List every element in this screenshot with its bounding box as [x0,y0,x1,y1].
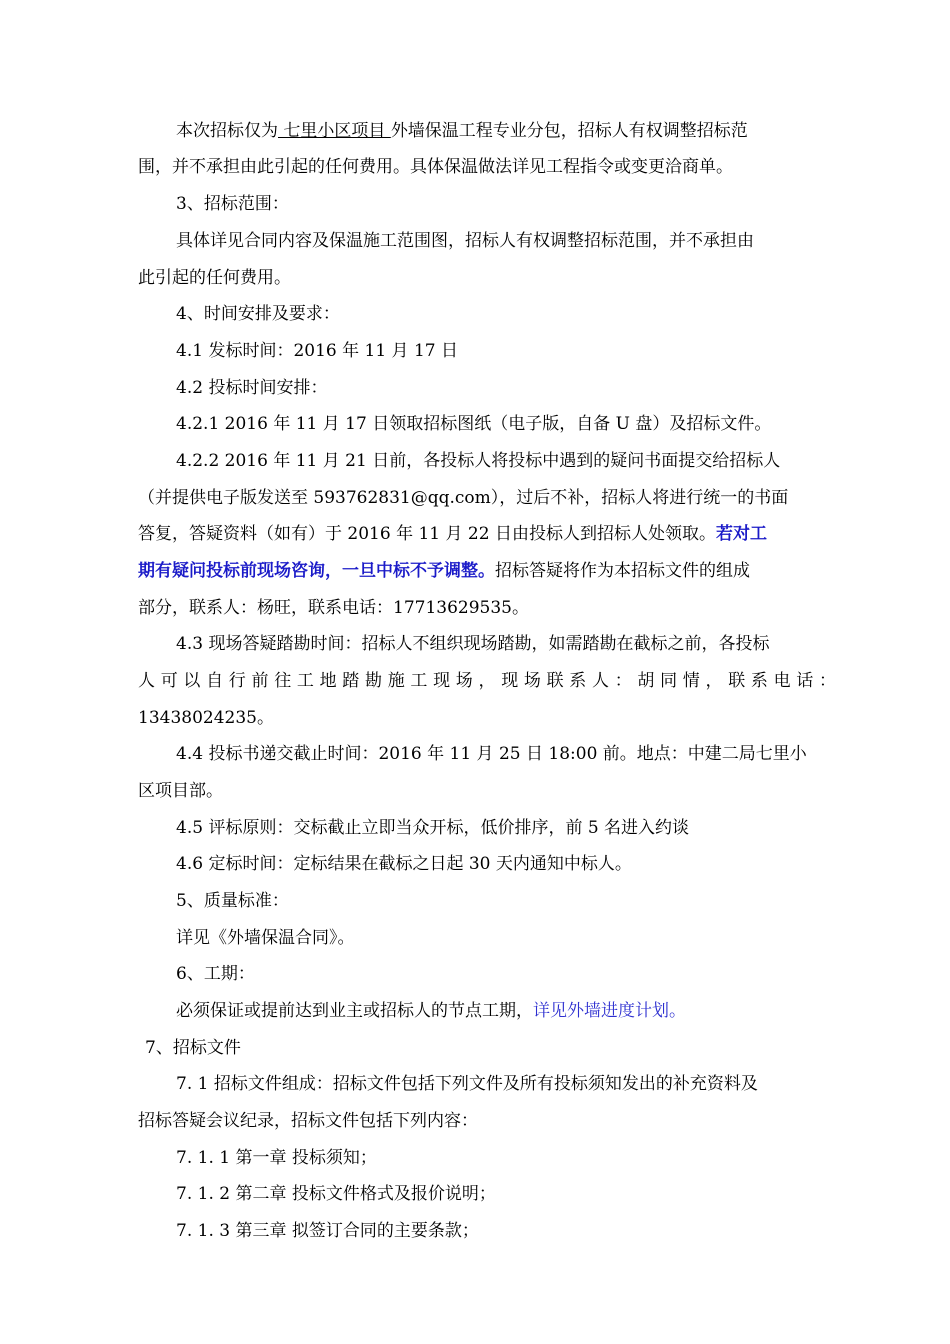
item-4-5: 4.5 评标原则：交标截止立即当众开标，低价排序，前 5 名进入约谈 [176,818,690,838]
item-4-3-line3: 13438024235。 [138,708,274,728]
section3-line1: 具体详见合同内容及保温施工范围图，招标人有权调整招标范围，并不承担由 [176,231,754,251]
item-4-2-2-line3-text: 答复，答疑资料（如有）于 2016 年 11 月 22 日由投标人到招标人处领取。 [138,524,716,544]
section7-heading: 7、招标文件 [145,1038,241,1058]
scope-intro-line2: 围，并不承担由此引起的任何费用。具体保温做法详见工程指令或变更洽商单。 [138,157,733,177]
section4-heading: 4、时间安排及要求： [176,304,340,324]
item-4-2-1: 4.2.1 2016 年 11 月 17 日领取招标图纸（电子版，自备 U 盘）及招标文件。 [176,414,772,434]
item-7-1-3: 7. 1. 3 第三章 拟签订合同的主要条款； [176,1221,479,1241]
item-7-1-line2: 招标答疑会议纪录，招标文件包括下列内容： [138,1111,478,1131]
item-4-2-2-line3 [138,522,767,546]
section3-heading: 3、招标范围： [176,194,289,214]
progress-plan-reference: 详见外墙进度计划。 [533,1001,686,1021]
scope-intro-line1 [176,119,748,143]
schedule-notice-part1: 若对工 [715,524,767,544]
item-7-1-line1: 7. 1 招标文件组成：招标文件包括下列文件及所有投标须知发出的补充资料及 [176,1074,758,1094]
item-4-2-2-line1: 4.2.2 2016 年 11 月 21 日前，各投标人将投标中遇到的疑问书面提交给招标人 [176,451,781,471]
project-name: 七里小区项目 [278,121,391,141]
section6-text [176,999,686,1023]
scope-intro-suffix: 外墙保温工程专业分包，招标人有权调整招标范 [390,121,748,141]
item-4-4-line1: 4.4 投标书递交截止时间：2016 年 11 月 25 日 18:00 前。地点：中建二局七里小 [176,744,807,764]
section5-heading: 5、质量标准： [176,891,289,911]
item-7-1-1: 7. 1. 1 第一章 投标须知； [176,1148,377,1168]
item-4-4-line2: 区项目部。 [138,781,223,801]
section3-line2: 此引起的任何费用。 [138,268,291,288]
item-4-2-2-line5: 部分，联系人：杨旺，联系电话：17713629535。 [138,598,529,618]
item-4-1: 4.1 发标时间：2016 年 11 月 17 日 [176,341,458,361]
item-4-3-line1: 4.3 现场答疑踏勘时间：招标人不组织现场踏勘，如需踏勘在截标之前，各投标 [176,634,770,654]
item-7-1-2: 7. 1. 2 第二章 投标文件格式及报价说明； [176,1184,496,1204]
item-4-2-2-line2: （并提供电子版发送至 593762831@qq.com），过后不补，招标人将进行统一的书面 [138,488,789,508]
section6-text-normal: 必须保证或提前达到业主或招标人的节点工期， [176,1001,533,1021]
item-4-6: 4.6 定标时间：定标结果在截标之日起 30 天内通知中标人。 [176,854,632,874]
item-4-2: 4.2 投标时间安排： [176,378,328,398]
scope-intro-prefix: 本次招标仅为 [176,121,278,141]
item-4-2-2-line4 [138,559,750,583]
item-4-2-2-line4-text: 招标答疑将作为本招标文件的组成 [495,561,750,581]
schedule-notice-part2: 期有疑问投标前现场咨询，一旦中标不予调整。 [138,561,495,581]
section6-heading: 6、工期： [176,964,255,984]
item-4-3-line2: 人可以自行前往工地踏勘施工现场，现场联系人：胡同情，联系电话： [138,671,836,691]
section5-text: 详见《外墙保温合同》。 [176,928,355,948]
